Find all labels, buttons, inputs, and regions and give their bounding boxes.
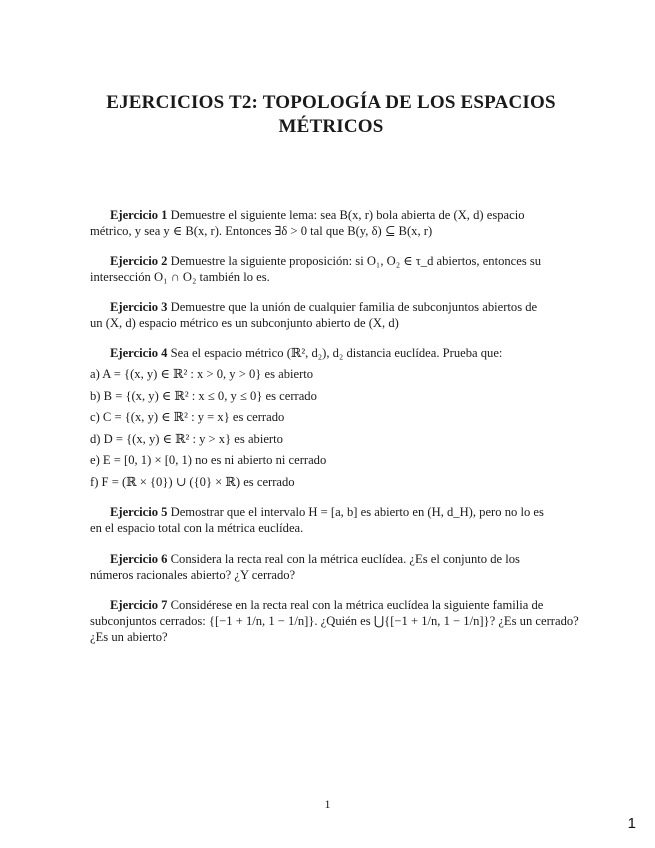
exercise-3 [90,299,580,331]
exercise-7 [90,597,580,645]
list-item: c) C = {(x, y) ∈ ℝ² : y = x} es cerrado [90,410,285,424]
exercise-3-line-1: Demuestre que la unión de cualquier familia de subconjuntos abiertos de [170,300,538,314]
exercise-5-line-2: en el espacio total con la métrica euclídea. [90,521,304,535]
document-title [70,91,592,139]
list-item: b) B = {(x, y) ∈ ℝ² : x ≤ 0, y ≤ 0} es cerrado [90,388,317,403]
exercise-2-line-1: Demuestre la siguiente proposición: si O₁, O₂ ∈ τ_d abiertos, entonces su [170,254,542,268]
exercise-5-label: Ejercicio 5 [110,505,168,519]
exercise-1-line-1: Demuestre el siguiente lema: sea B(x, r) bola abierta de (X, d) espacio [170,208,525,222]
exercise-4-list [90,366,580,495]
exercise-2 [90,253,580,285]
list-item: d) D = {(x, y) ∈ ℝ² : y > x} es abierto [90,431,283,446]
exercise-1 [90,207,580,239]
document-title-line-2: MÉTRICOS [278,116,384,137]
page-number: 1 [324,797,331,811]
exercise-5 [90,504,580,536]
list-item: f) F = (ℝ × {0}) ∪ ({0} × ℝ) es cerrado [90,474,295,489]
exercise-3-label: Ejercicio 3 [110,300,168,314]
exercise-3-line-2: un (X, d) espacio métrico es un subconjunto abierto de (X, d) [90,316,399,330]
exercise-6 [90,551,580,583]
exercise-1-line-2: métrico, y sea y ∈ B(x, r). Entonces ∃δ > 0 tal que B(y, δ) ⊆ B(x, r) [90,224,433,238]
exercise-6-label: Ejercicio 6 [110,552,168,566]
exercise-6-line-1: Considera la recta real con la métrica euclídea. ¿Es el conjunto de los [170,552,520,566]
list-item: a) A = {(x, y) ∈ ℝ² : x > 0, y > 0} es abierto [90,367,314,381]
viewer-page-indicator: 1 [627,815,636,832]
exercise-1-label: Ejercicio 1 [110,208,168,222]
exercise-4-label: Ejercicio 4 [110,346,168,360]
exercise-2-label: Ejercicio 2 [110,254,168,268]
exercise-5-line-1: Demostrar que el intervalo H = [a, b] es abierto en (H, d_H), pero no lo es [170,505,544,519]
exercise-2-line-2: intersección O₁ ∩ O₂ también lo es. [90,270,270,284]
exercise-7-label: Ejercicio 7 [110,598,168,612]
exercise-4-line-1: Sea el espacio métrico (ℝ², d₂), d₂ distancia euclídea. Prueba que: [170,346,503,360]
list-item: e) E = [0, 1) × [0, 1) no es ni abierto ni cerrado [90,453,327,467]
exercise-7-line-3: ¿Es un abierto? [90,630,168,644]
exercise-6-line-2: números racionales abierto? ¿Y cerrado? [90,568,296,582]
exercise-7-line-2: subconjuntos cerrados: {[−1 + 1/n, 1 − 1/n]}. ¿Quién es ⋃{[−1 + 1/n, 1 − 1/n]}? ¿Es un cerrado? [90,614,579,628]
exercise-4 [90,345,580,495]
document-title-line-1: EJERCICIOS T2: TOPOLOGÍA DE LOS ESPACIOS [106,92,556,113]
exercise-7-line-1: Considérese en la recta real con la métrica euclídea la siguiente familia de [170,598,544,612]
